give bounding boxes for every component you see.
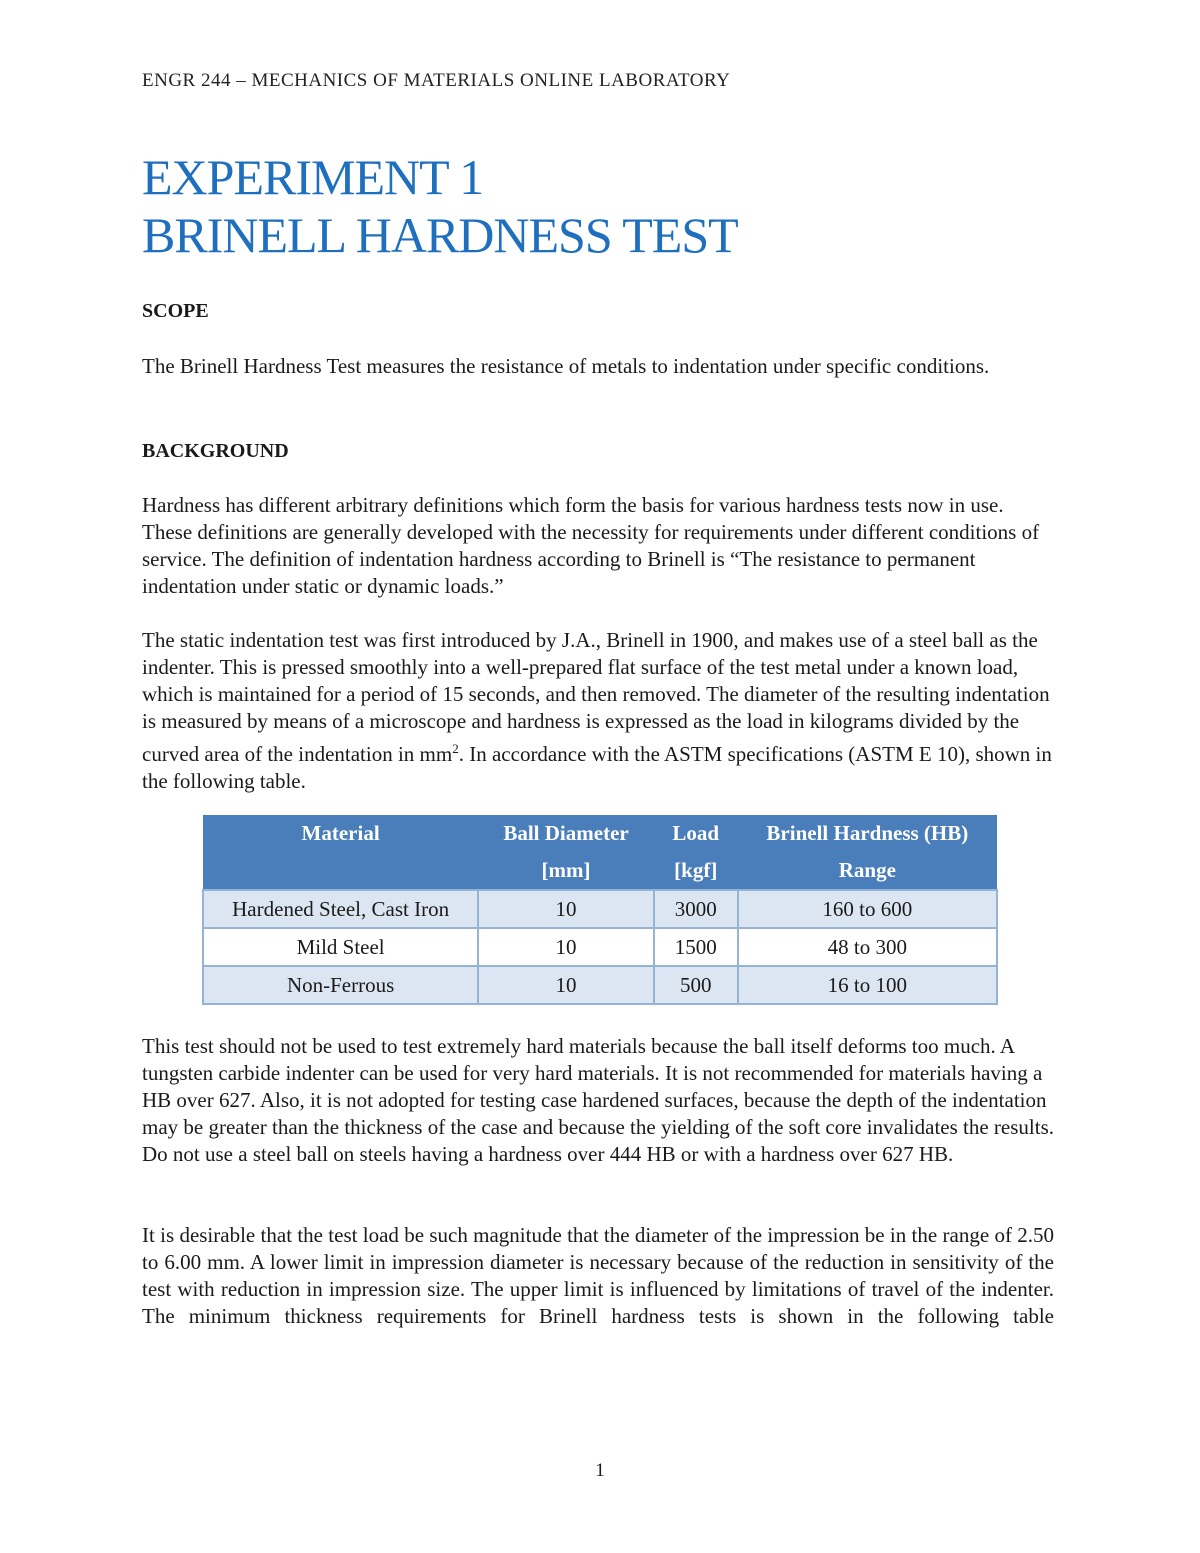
title-line-1: EXPERIMENT 1 xyxy=(142,149,484,205)
cell-hardness-range: 16 to 100 xyxy=(738,966,997,1004)
header-ball-diameter-unit: [mm] xyxy=(478,852,654,890)
header-material: Material xyxy=(203,815,478,852)
header-load: Load xyxy=(654,815,738,852)
cell-ball-diameter: 10 xyxy=(478,928,654,966)
cell-ball-diameter: 10 xyxy=(478,966,654,1004)
astm-specification-table xyxy=(202,815,998,1005)
table-row xyxy=(203,928,997,966)
scope-heading: SCOPE xyxy=(142,300,209,322)
page-number: 1 xyxy=(595,1460,605,1481)
table-row xyxy=(203,890,997,928)
cell-load: 1500 xyxy=(654,928,738,966)
cell-ball-diameter: 10 xyxy=(478,890,654,928)
background-heading: BACKGROUND xyxy=(142,440,289,462)
header-load-unit: [kgf] xyxy=(654,852,738,890)
para2-text-b: . In accordance with the ASTM specifications (ASTM E 10), shown in the following table. xyxy=(142,742,1052,793)
header-material-unit xyxy=(203,852,478,890)
table-header-row-2 xyxy=(203,852,997,890)
cell-material: Non-Ferrous xyxy=(203,966,478,1004)
cell-hardness-range: 48 to 300 xyxy=(738,928,997,966)
scope-text: The Brinell Hardness Test measures the resistance of metals to indentation under specific conditions. xyxy=(142,354,990,378)
header-ball-diameter: Ball Diameter xyxy=(478,815,654,852)
paragraph-limitations: This test should not be used to test extremely hard materials because the ball itself deforms too much. A tungsten carbide indenter can be used for very hard materials. It is not recommended for materials having a HB over 627. Also, it is not adopted for testing case hardened surfaces, because the depth of the indentation may be greater than the thickness of the case and because the yielding of the soft core invalidates the results. Do not use a steel ball on steels having a hardness over 444 HB or with a hardness over 627 HB. xyxy=(142,1034,1055,1166)
document-title xyxy=(142,148,738,264)
table-row xyxy=(203,966,997,1004)
cell-material: Mild Steel xyxy=(203,928,478,966)
cell-load: 500 xyxy=(654,966,738,1004)
header-hardness-unit: Range xyxy=(738,852,997,890)
running-header: ENGR 244 – MECHANICS OF MATERIALS ONLINE LABORATORY xyxy=(142,70,731,91)
cell-material: Hardened Steel, Cast Iron xyxy=(203,890,478,928)
cell-load: 3000 xyxy=(654,890,738,928)
cell-hardness-range: 160 to 600 xyxy=(738,890,997,928)
para2-text-a: The static indentation test was first introduced by J.A., Brinell in 1900, and makes use of a steel ball as the indenter. This is pressed smoothly into a well-prepared flat surface of the test metal under a known load, which is maintained for a period of 15 seconds, and then removed. The diameter of the resulting indentation is measured by means of a microscope and hardness is expressed as the load in kilograms divided by the curved area of the indentation in mm xyxy=(142,628,1050,766)
paragraph-test-load: It is desirable that the test load be such magnitude that the diameter of the impression be in the range of 2.50 to 6.00 mm. A lower limit in impression diameter is necessary because of the reduction in sensitivity of the test with reduction in impression size. The upper limit is influenced by limitations of travel of the indenter. The minimum thickness requirements for Brinell hardness tests is shown in the following table xyxy=(142,1223,1054,1328)
background-paragraph-2 xyxy=(142,627,1054,795)
header-hardness: Brinell Hardness (HB) xyxy=(738,815,997,852)
title-line-2: BRINELL HARDNESS TEST xyxy=(142,207,738,263)
superscript: 2 xyxy=(452,741,459,756)
background-paragraph-1: Hardness has different arbitrary definitions which form the basis for various hardness tests now in use. These definitions are generally developed with the necessity for requirements under different conditions of service. The definition of indentation hardness according to Brinell is “The resistance to permanent indentation under static or dynamic loads.” xyxy=(142,493,1040,598)
table-header-row-1 xyxy=(203,815,997,852)
